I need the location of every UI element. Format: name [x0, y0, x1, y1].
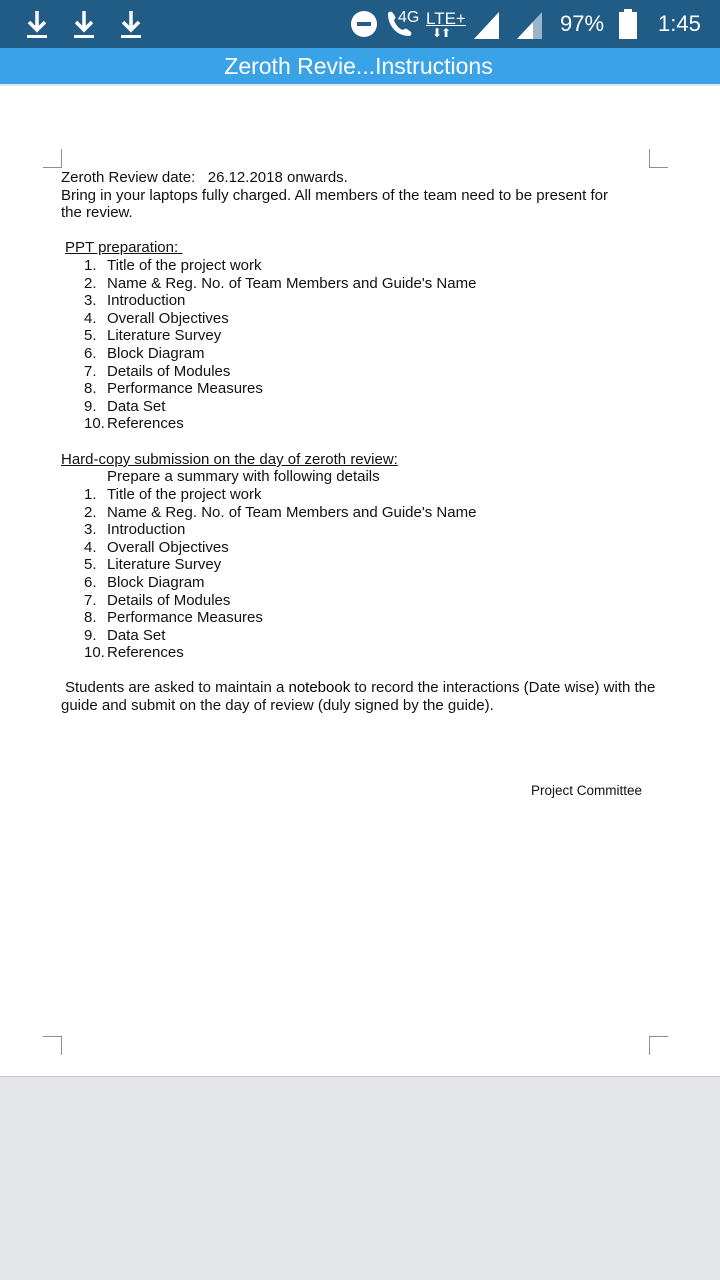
- list-item-number: 3.: [84, 292, 97, 310]
- battery-percent: 97%: [560, 11, 605, 36]
- list-item-number: 9.: [84, 626, 97, 644]
- list-item: [84, 539, 476, 557]
- list-item: [84, 398, 476, 416]
- notebook-note: [61, 679, 661, 714]
- list-item-number: 10.: [84, 415, 105, 433]
- list-item-text: References: [107, 415, 184, 433]
- list-item: [84, 310, 476, 328]
- list-item-number: 6.: [84, 344, 97, 362]
- list-item-text: References: [107, 644, 184, 662]
- data-activity-icon: ⬇⬆: [432, 26, 451, 40]
- list-item: [84, 275, 476, 293]
- list-item-number: 6.: [84, 573, 97, 591]
- review-date-line: Zeroth Review date: 26.12.2018 onwards.: [61, 169, 348, 186]
- list-item-text: Literature Survey: [107, 327, 222, 345]
- list-item-number: 5.: [84, 327, 97, 345]
- list-item: [84, 380, 476, 398]
- download-arrow-icon: [71, 8, 97, 40]
- list-item: [84, 504, 476, 522]
- list-item: [84, 257, 476, 275]
- status-bar: [0, 0, 720, 48]
- document-title-bar: [0, 48, 720, 84]
- clock: 1:45: [658, 11, 701, 36]
- list-item: [84, 644, 476, 662]
- note-text-bold: notebook: [288, 679, 351, 696]
- list-item-number: 3.: [84, 521, 97, 539]
- battery-icon: [619, 9, 637, 39]
- list-item-text: Block Diagram: [107, 344, 205, 362]
- list-item: [84, 556, 476, 574]
- list-item: [84, 574, 476, 592]
- list-item-text: Performance Measures: [107, 609, 263, 627]
- laptop-instruction: Bring in your laptops fully charged. All members of the team need to be present for the review.: [61, 186, 608, 222]
- list-item: [84, 415, 476, 433]
- list-item-number: 5.: [84, 556, 97, 574]
- note-text-end: to record the interactions (Date wise) with the guide and submit on the day of review (duly signed by the guide).: [61, 679, 656, 714]
- list-item: [84, 486, 476, 504]
- list-item-text: Introduction: [107, 521, 186, 539]
- document-page[interactable]: [0, 86, 720, 1077]
- list-item-text: Details of Modules: [107, 591, 231, 609]
- hardcopy-heading: Hard-copy submission on the day of zeroth review:: [61, 451, 398, 468]
- list-item-text: Overall Objectives: [107, 309, 229, 327]
- list-item: [84, 345, 476, 363]
- list-item-text: Overall Objectives: [107, 538, 229, 556]
- list-item-text: Details of Modules: [107, 362, 231, 380]
- signature: Project Committee: [531, 783, 643, 798]
- document-title: Zeroth Revie...Instructions: [224, 52, 493, 79]
- intro-paragraph: [61, 169, 631, 222]
- list-item-text: Title of the project work: [107, 257, 262, 274]
- list-item: [84, 592, 476, 610]
- signal-strength-icon: [472, 10, 500, 40]
- list-item-number: 9.: [84, 397, 97, 415]
- download-arrow-icon: [118, 8, 144, 40]
- note-text-start: Students are asked to maintain a: [65, 679, 289, 696]
- list-item: [84, 627, 476, 645]
- list-item-number: 8.: [84, 609, 97, 627]
- do-not-disturb-icon: [350, 10, 378, 38]
- list-item-number: 2.: [84, 274, 97, 292]
- crop-mark-bottom-right: [649, 1036, 668, 1055]
- list-item: [84, 292, 476, 310]
- list-item-text: Name & Reg. No. of Team Members and Guide's Name: [107, 503, 477, 521]
- list-item: [84, 363, 476, 381]
- list-item-text: Title of the project work: [107, 486, 262, 503]
- list-item-number: 1.: [84, 257, 97, 274]
- download-arrow-icon: [24, 8, 50, 40]
- list-item-text: Introduction: [107, 292, 186, 310]
- list-item-number: 4.: [84, 538, 97, 556]
- list-item: [84, 521, 476, 539]
- ppt-list: [84, 257, 476, 433]
- hardcopy-list: [84, 486, 476, 662]
- list-item-text: Data Set: [107, 397, 166, 415]
- crop-mark-bottom-left: [43, 1036, 62, 1055]
- list-item-text: Block Diagram: [107, 573, 205, 591]
- list-item: [84, 327, 476, 345]
- crop-mark-top-right: [649, 149, 668, 168]
- signal-strength-icon: [515, 10, 543, 40]
- list-item-text: Literature Survey: [107, 556, 222, 574]
- network-lte-label: LTE+: [426, 9, 466, 28]
- hardcopy-subheading: Prepare a summary with following details: [107, 468, 380, 485]
- list-item: [84, 609, 476, 627]
- list-item-number: 10.: [84, 644, 105, 662]
- list-item-number: 7.: [84, 362, 97, 380]
- crop-mark-top-left: [43, 149, 62, 168]
- list-item-number: 4.: [84, 309, 97, 327]
- list-item-text: Name & Reg. No. of Team Members and Guide's Name: [107, 274, 477, 292]
- list-item-number: 2.: [84, 503, 97, 521]
- list-item-text: Data Set: [107, 626, 166, 644]
- ppt-heading: PPT preparation:: [65, 239, 183, 256]
- list-item-number: 8.: [84, 380, 97, 398]
- list-item-number: 7.: [84, 591, 97, 609]
- list-item-text: Performance Measures: [107, 380, 263, 398]
- list-item-number: 1.: [84, 486, 97, 503]
- network-4g-label: 4G: [398, 9, 420, 26]
